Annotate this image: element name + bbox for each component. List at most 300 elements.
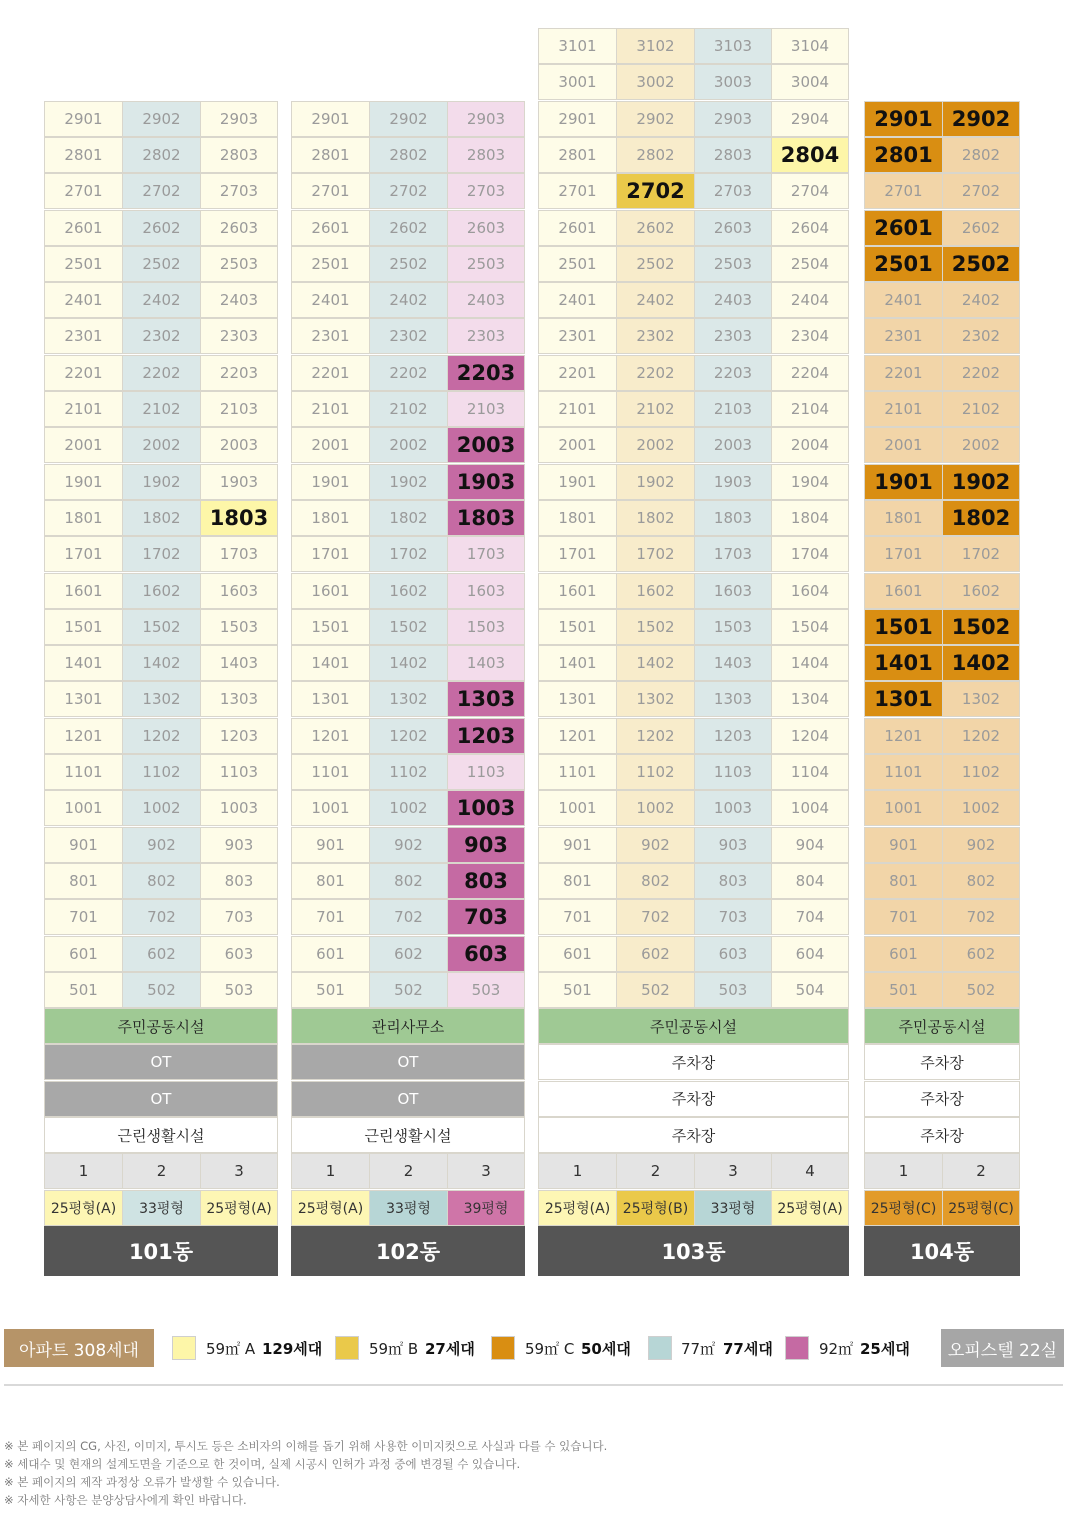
facility-band: 주차장 xyxy=(538,1081,849,1117)
unit-cell: 1602 xyxy=(369,573,448,609)
floor-row xyxy=(864,681,1019,717)
unit-cell: 1404 xyxy=(771,645,849,681)
unit-cell: 2002 xyxy=(369,427,448,463)
unit-cell: 1102 xyxy=(369,754,448,790)
line-number: 1 xyxy=(44,1153,123,1189)
note-line: ※ 본 페이지의 제작 과정상 오류가 발생할 수 있습니다. xyxy=(4,1475,280,1489)
floor-row xyxy=(538,936,848,972)
unit-cell: 802 xyxy=(942,863,1020,899)
unit-cell: 901 xyxy=(44,827,123,863)
unit-cell: 1802 xyxy=(616,500,695,536)
unit-cell: 1602 xyxy=(616,573,695,609)
floor-row xyxy=(538,899,848,935)
unit-cell: 602 xyxy=(942,936,1020,972)
floor-row xyxy=(864,137,1019,173)
unit-cell: 602 xyxy=(369,936,448,972)
floor-row xyxy=(291,391,524,427)
floor-row xyxy=(44,790,277,826)
unit-cell: 2501 xyxy=(538,246,617,282)
facility-band: 주차장 xyxy=(538,1044,849,1080)
unit-cell: 2203 xyxy=(200,355,278,391)
floor-row xyxy=(291,609,524,645)
highlighted-unit-cell: 1203 xyxy=(447,718,525,754)
line-number-row xyxy=(44,1153,277,1189)
unit-cell: 2702 xyxy=(122,173,201,209)
unit-cell: 1002 xyxy=(369,790,448,826)
unit-type-label: 25평형(C) xyxy=(942,1190,1020,1226)
unit-cell: 1601 xyxy=(864,573,943,609)
line-number: 2 xyxy=(616,1153,695,1189)
unit-cell: 1202 xyxy=(369,718,448,754)
unit-cell: 1702 xyxy=(369,536,448,572)
unit-cell: 2704 xyxy=(771,173,849,209)
line-number: 1 xyxy=(864,1153,943,1189)
legend-count: 27세대 xyxy=(425,1340,475,1358)
floor-row xyxy=(44,754,277,790)
floor-row xyxy=(291,936,524,972)
unit-type-row xyxy=(44,1190,277,1226)
unit-cell: 2003 xyxy=(200,427,278,463)
unit-cell: 1802 xyxy=(369,500,448,536)
unit-cell: 2004 xyxy=(771,427,849,463)
floor-row xyxy=(538,173,848,209)
unit-cell: 904 xyxy=(771,827,849,863)
unit-cell: 1704 xyxy=(771,536,849,572)
floor-row xyxy=(864,609,1019,645)
unit-cell: 1601 xyxy=(44,573,123,609)
unit-cell: 1203 xyxy=(200,718,278,754)
unit-cell: 2002 xyxy=(942,427,1020,463)
unit-cell: 2201 xyxy=(538,355,617,391)
unit-cell: 2202 xyxy=(122,355,201,391)
unit-cell: 802 xyxy=(122,863,201,899)
line-number: 3 xyxy=(447,1153,525,1189)
unit-cell: 1102 xyxy=(616,754,695,790)
unit-cell: 801 xyxy=(291,863,370,899)
highlighted-unit-cell: 1902 xyxy=(942,464,1020,500)
unit-cell: 2302 xyxy=(942,318,1020,354)
highlighted-unit-cell: 2203 xyxy=(447,355,525,391)
floor-row xyxy=(864,899,1019,935)
floor-row xyxy=(44,718,277,754)
floor-row xyxy=(538,645,848,681)
unit-cell: 1303 xyxy=(694,681,772,717)
floor-row xyxy=(44,427,277,463)
unit-cell: 2903 xyxy=(200,101,278,137)
legend-size: 59㎡ A xyxy=(206,1340,256,1358)
facility-band: 주차장 xyxy=(864,1117,1020,1153)
unit-cell: 2602 xyxy=(369,210,448,246)
unit-cell: 802 xyxy=(616,863,695,899)
floor-row xyxy=(291,573,524,609)
floor-row xyxy=(291,863,524,899)
unit-cell: 1502 xyxy=(122,609,201,645)
unit-cell: 501 xyxy=(291,972,370,1008)
facility-band: OT xyxy=(44,1044,278,1080)
floor-row xyxy=(864,101,1019,137)
highlighted-unit-cell: 1803 xyxy=(447,500,525,536)
note-line: ※ 세대수 및 현재의 설계도면을 기준으로 한 것이며, 실제 시공시 인허가 과정 중에 변경될 수 있습니다. xyxy=(4,1457,521,1471)
apartment-total-badge: 아파트 308세대 xyxy=(4,1329,154,1367)
unit-cell: 803 xyxy=(694,863,772,899)
unit-cell: 2701 xyxy=(864,173,943,209)
unit-cell: 2301 xyxy=(44,318,123,354)
unit-cell: 504 xyxy=(771,972,849,1008)
unit-cell: 3101 xyxy=(538,28,617,64)
floor-row xyxy=(538,318,848,354)
unit-cell: 1801 xyxy=(291,500,370,536)
floor-row xyxy=(538,246,848,282)
unit-cell: 1002 xyxy=(942,790,1020,826)
building-name: 102동 xyxy=(291,1226,525,1276)
unit-cell: 1703 xyxy=(447,536,525,572)
facility-band: 근린생활시설 xyxy=(291,1117,525,1153)
unit-cell: 1804 xyxy=(771,500,849,536)
floor-row xyxy=(44,972,277,1008)
unit-type-label: 33평형 xyxy=(122,1190,201,1226)
unit-type-label: 25평형(B) xyxy=(616,1190,695,1226)
unit-cell: 2801 xyxy=(291,137,370,173)
unit-cell: 1603 xyxy=(694,573,772,609)
floor-row xyxy=(44,500,277,536)
floor-row xyxy=(291,355,524,391)
unit-cell: 1103 xyxy=(447,754,525,790)
unit-cell: 1703 xyxy=(694,536,772,572)
unit-cell: 2302 xyxy=(616,318,695,354)
floor-row xyxy=(291,173,524,209)
highlighted-unit-cell: 1401 xyxy=(864,645,943,681)
floor-row xyxy=(44,573,277,609)
unit-cell: 1402 xyxy=(122,645,201,681)
unit-cell: 2103 xyxy=(694,391,772,427)
officetel-total-badge: 오피스텔 22실 xyxy=(941,1329,1064,1367)
legend-swatch xyxy=(335,1336,359,1360)
highlighted-unit-cell: 1903 xyxy=(447,464,525,500)
floor-row xyxy=(538,536,848,572)
unit-cell: 604 xyxy=(771,936,849,972)
unit-type-label: 25평형(A) xyxy=(771,1190,849,1226)
unit-cell: 2001 xyxy=(538,427,617,463)
floor-row xyxy=(291,718,524,754)
unit-cell: 1401 xyxy=(538,645,617,681)
floor-row xyxy=(44,936,277,972)
unit-cell: 2503 xyxy=(447,246,525,282)
highlighted-unit-cell: 1501 xyxy=(864,609,943,645)
unit-cell: 1504 xyxy=(771,609,849,645)
line-number: 2 xyxy=(369,1153,448,1189)
floor-row xyxy=(864,827,1019,863)
facility-band: OT xyxy=(44,1081,278,1117)
unit-cell: 2303 xyxy=(200,318,278,354)
line-number: 2 xyxy=(942,1153,1020,1189)
unit-cell: 602 xyxy=(122,936,201,972)
floor-row xyxy=(291,827,524,863)
legend-swatch xyxy=(172,1336,196,1360)
unit-cell: 3001 xyxy=(538,64,617,100)
line-number-row xyxy=(864,1153,1019,1189)
unit-cell: 1502 xyxy=(616,609,695,645)
unit-cell: 2003 xyxy=(694,427,772,463)
highlighted-unit-cell: 1802 xyxy=(942,500,1020,536)
floor-row xyxy=(291,645,524,681)
unit-cell: 901 xyxy=(864,827,943,863)
unit-cell: 2401 xyxy=(291,282,370,318)
unit-cell: 2603 xyxy=(200,210,278,246)
unit-cell: 1203 xyxy=(694,718,772,754)
unit-cell: 1201 xyxy=(291,718,370,754)
unit-cell: 1102 xyxy=(942,754,1020,790)
floor-row xyxy=(291,972,524,1008)
floor-row xyxy=(44,536,277,572)
unit-cell: 2404 xyxy=(771,282,849,318)
unit-cell: 2403 xyxy=(200,282,278,318)
floor-row xyxy=(864,573,1019,609)
unit-cell: 1902 xyxy=(616,464,695,500)
facility-band: 주민공동시설 xyxy=(864,1008,1020,1044)
facility-band: OT xyxy=(291,1044,525,1080)
unit-cell: 2901 xyxy=(44,101,123,137)
unit-cell: 2104 xyxy=(771,391,849,427)
unit-cell: 3002 xyxy=(616,64,695,100)
floor-row xyxy=(291,464,524,500)
unit-cell: 703 xyxy=(200,899,278,935)
unit-cell: 2203 xyxy=(694,355,772,391)
unit-cell: 2602 xyxy=(942,210,1020,246)
floor-row xyxy=(44,681,277,717)
unit-cell: 1801 xyxy=(864,500,943,536)
highlighted-unit-cell: 703 xyxy=(447,899,525,935)
unit-cell: 2401 xyxy=(44,282,123,318)
floor-row xyxy=(864,173,1019,209)
unit-cell: 1001 xyxy=(864,790,943,826)
floor-row xyxy=(291,536,524,572)
unit-cell: 2204 xyxy=(771,355,849,391)
facility-band: 근린생활시설 xyxy=(44,1117,278,1153)
unit-cell: 1602 xyxy=(942,573,1020,609)
unit-cell: 703 xyxy=(694,899,772,935)
unit-cell: 2401 xyxy=(864,282,943,318)
highlighted-unit-cell: 1402 xyxy=(942,645,1020,681)
unit-cell: 1602 xyxy=(122,573,201,609)
unit-cell: 1604 xyxy=(771,573,849,609)
unit-cell: 1902 xyxy=(369,464,448,500)
unit-cell: 501 xyxy=(864,972,943,1008)
floor-row xyxy=(291,137,524,173)
floor-row xyxy=(44,391,277,427)
unit-cell: 2201 xyxy=(864,355,943,391)
floor-row xyxy=(864,282,1019,318)
disclaimer-notes xyxy=(4,1437,607,1509)
unit-type-row xyxy=(291,1190,524,1226)
floor-row xyxy=(44,246,277,282)
line-number: 4 xyxy=(771,1153,849,1189)
legend-size: 59㎡ C xyxy=(525,1340,575,1358)
unit-cell: 2402 xyxy=(122,282,201,318)
line-number: 3 xyxy=(694,1153,772,1189)
unit-cell: 903 xyxy=(694,827,772,863)
unit-cell: 602 xyxy=(616,936,695,972)
unit-cell: 1204 xyxy=(771,718,849,754)
highlighted-unit-cell: 2901 xyxy=(864,101,943,137)
unit-cell: 601 xyxy=(538,936,617,972)
highlighted-unit-cell: 2601 xyxy=(864,210,943,246)
floor-row xyxy=(291,210,524,246)
unit-cell: 2803 xyxy=(200,137,278,173)
unit-cell: 2801 xyxy=(44,137,123,173)
highlighted-unit-cell: 2003 xyxy=(447,427,525,463)
unit-cell: 2202 xyxy=(369,355,448,391)
legend-swatch xyxy=(785,1336,809,1360)
unit-cell: 1202 xyxy=(122,718,201,754)
unit-cell: 2101 xyxy=(538,391,617,427)
unit-cell: 2403 xyxy=(694,282,772,318)
unit-cell: 2901 xyxy=(291,101,370,137)
unit-cell: 1701 xyxy=(538,536,617,572)
unit-cell: 1103 xyxy=(200,754,278,790)
unit-cell: 1903 xyxy=(200,464,278,500)
unit-cell: 1902 xyxy=(122,464,201,500)
floor-row xyxy=(864,391,1019,427)
unit-cell: 1302 xyxy=(616,681,695,717)
unit-cell: 1501 xyxy=(44,609,123,645)
unit-cell: 2401 xyxy=(538,282,617,318)
facility-band: 관리사무소 xyxy=(291,1008,525,1044)
unit-cell: 2302 xyxy=(122,318,201,354)
unit-cell: 502 xyxy=(942,972,1020,1008)
unit-cell: 3003 xyxy=(694,64,772,100)
unit-cell: 2102 xyxy=(616,391,695,427)
highlighted-unit-cell: 603 xyxy=(447,936,525,972)
floor-row xyxy=(538,754,848,790)
unit-cell: 2301 xyxy=(538,318,617,354)
floor-row xyxy=(538,391,848,427)
highlighted-unit-cell: 1301 xyxy=(864,681,943,717)
unit-cell: 2502 xyxy=(616,246,695,282)
unit-cell: 502 xyxy=(122,972,201,1008)
unit-cell: 3103 xyxy=(694,28,772,64)
unit-cell: 1501 xyxy=(538,609,617,645)
highlighted-unit-cell: 2502 xyxy=(942,246,1020,282)
unit-cell: 902 xyxy=(616,827,695,863)
building-name: 104동 xyxy=(864,1226,1020,1276)
unit-cell: 2601 xyxy=(44,210,123,246)
floor-row xyxy=(291,318,524,354)
unit-cell: 2501 xyxy=(291,246,370,282)
unit-cell: 702 xyxy=(369,899,448,935)
unit-cell: 803 xyxy=(200,863,278,899)
floor-row xyxy=(538,64,848,100)
unit-cell: 1901 xyxy=(538,464,617,500)
unit-cell: 501 xyxy=(44,972,123,1008)
note-line: ※ 본 페이지의 CG, 사진, 이미지, 투시도 등은 소비자의 이해를 돕기 위해 사용한 이미지컷으로 사실과 다를 수 있습니다. xyxy=(4,1439,608,1453)
unit-type-row xyxy=(538,1190,848,1226)
unit-cell: 801 xyxy=(538,863,617,899)
unit-cell: 1803 xyxy=(694,500,772,536)
unit-cell: 2701 xyxy=(538,173,617,209)
floor-row xyxy=(864,645,1019,681)
unit-cell: 603 xyxy=(200,936,278,972)
highlighted-unit-cell: 903 xyxy=(447,827,525,863)
unit-cell: 601 xyxy=(44,936,123,972)
unit-cell: 701 xyxy=(44,899,123,935)
unit-type-label: 25평형(A) xyxy=(44,1190,123,1226)
building-name: 103동 xyxy=(538,1226,849,1276)
unit-cell: 2504 xyxy=(771,246,849,282)
floor-row xyxy=(291,500,524,536)
unit-cell: 2901 xyxy=(538,101,617,137)
unit-cell: 2603 xyxy=(447,210,525,246)
legend-count: 25세대 xyxy=(860,1340,910,1358)
unit-cell: 502 xyxy=(369,972,448,1008)
unit-cell: 1403 xyxy=(694,645,772,681)
unit-cell: 2501 xyxy=(44,246,123,282)
unit-cell: 1301 xyxy=(538,681,617,717)
floor-row xyxy=(44,899,277,935)
floor-row xyxy=(538,500,848,536)
floor-row xyxy=(864,464,1019,500)
unit-cell: 2903 xyxy=(694,101,772,137)
unit-cell: 2903 xyxy=(447,101,525,137)
unit-cell: 2904 xyxy=(771,101,849,137)
floor-row xyxy=(864,246,1019,282)
unit-cell: 2102 xyxy=(369,391,448,427)
floor-row xyxy=(291,899,524,935)
unit-cell: 1301 xyxy=(44,681,123,717)
floor-row xyxy=(44,609,277,645)
legend-size: 92㎡ xyxy=(819,1340,854,1358)
unit-cell: 1502 xyxy=(369,609,448,645)
floor-row xyxy=(538,355,848,391)
floor-row xyxy=(44,355,277,391)
unit-type-label: 25평형(A) xyxy=(538,1190,617,1226)
unit-cell: 2503 xyxy=(200,246,278,282)
unit-cell: 2001 xyxy=(864,427,943,463)
unit-cell: 1302 xyxy=(122,681,201,717)
unit-cell: 1901 xyxy=(44,464,123,500)
unit-type-label: 39평형 xyxy=(447,1190,525,1226)
unit-cell: 503 xyxy=(694,972,772,1008)
floor-row xyxy=(864,972,1019,1008)
unit-cell: 1002 xyxy=(122,790,201,826)
unit-cell: 1601 xyxy=(291,573,370,609)
unit-cell: 1801 xyxy=(538,500,617,536)
unit-cell: 1402 xyxy=(616,645,695,681)
highlighted-unit-cell: 2801 xyxy=(864,137,943,173)
unit-cell: 901 xyxy=(291,827,370,863)
facility-band: 주차장 xyxy=(864,1081,1020,1117)
unit-cell: 2902 xyxy=(616,101,695,137)
unit-cell: 2102 xyxy=(122,391,201,427)
unit-cell: 2603 xyxy=(694,210,772,246)
unit-cell: 603 xyxy=(694,936,772,972)
unit-cell: 1603 xyxy=(200,573,278,609)
unit-cell: 1901 xyxy=(291,464,370,500)
floor-row xyxy=(291,681,524,717)
unit-cell: 2101 xyxy=(291,391,370,427)
floor-row xyxy=(538,137,848,173)
unit-cell: 501 xyxy=(538,972,617,1008)
unit-cell: 1103 xyxy=(694,754,772,790)
floor-row xyxy=(291,790,524,826)
unit-cell: 1503 xyxy=(694,609,772,645)
floor-row xyxy=(44,137,277,173)
floor-row xyxy=(864,500,1019,536)
floor-row xyxy=(864,790,1019,826)
line-number: 2 xyxy=(122,1153,201,1189)
unit-cell: 2702 xyxy=(942,173,1020,209)
unit-cell: 2103 xyxy=(447,391,525,427)
note-line: ※ 자세한 사항은 분양상담사에게 확인 바랍니다. xyxy=(4,1493,247,1507)
